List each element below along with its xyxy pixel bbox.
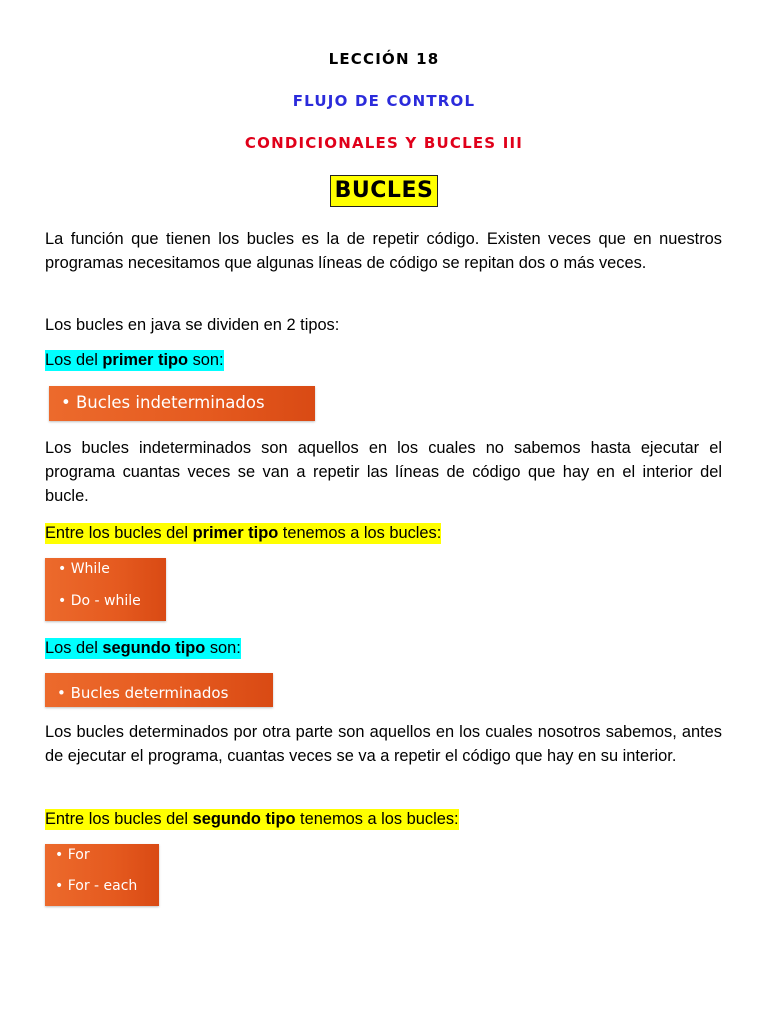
first-type-loops-box bbox=[45, 558, 166, 621]
second-type-list-bold: segundo tipo bbox=[192, 810, 296, 828]
second-type-heading-pre: Los del bbox=[45, 639, 103, 657]
second-type-list-pre: Entre los bucles del bbox=[45, 810, 193, 828]
lesson-title: LECCIÓN 18 bbox=[328, 50, 440, 68]
determinate-description: Los bucles determinados por otra parte son aquellos en los cuales nosotros sabemos, antes de ejecutar el programa, cuantas veces se va a repetir el código que hay en su interior. bbox=[45, 723, 722, 765]
second-type-list-heading bbox=[45, 807, 459, 831]
second-type-heading-post: son: bbox=[205, 639, 241, 657]
topic-badge-wrap bbox=[0, 175, 768, 207]
second-type-list-highlight bbox=[45, 809, 459, 830]
first-type-list-post: tenemos a los bucles: bbox=[278, 524, 442, 542]
determinate-loops-box bbox=[45, 673, 273, 707]
second-type-heading-bold: segundo tipo bbox=[102, 639, 206, 657]
second-type-list-post: tenemos a los bucles: bbox=[295, 810, 459, 828]
second-type-highlight bbox=[45, 638, 241, 659]
indeterminate-loops-label: • Bucles indeterminados bbox=[61, 393, 265, 412]
types-intro: Los bucles en java se dividen en 2 tipos: bbox=[45, 316, 340, 334]
first-type-list-heading bbox=[45, 521, 441, 545]
topic-badge: BUCLES bbox=[330, 175, 439, 207]
loop-item-while: • While bbox=[58, 561, 110, 577]
loop-item-for-each: • For - each bbox=[55, 878, 138, 894]
determinate-loops-label: • Bucles determinados bbox=[57, 684, 229, 702]
first-type-list-highlight bbox=[45, 523, 441, 544]
first-type-list-bold: primer tipo bbox=[192, 524, 279, 542]
first-type-heading-pre: Los del bbox=[45, 351, 103, 369]
indeterminate-loops-box bbox=[49, 386, 315, 421]
first-type-heading bbox=[45, 348, 224, 372]
first-type-heading-bold: primer tipo bbox=[102, 351, 189, 369]
loop-item-for: • For bbox=[55, 847, 90, 863]
second-type-heading bbox=[45, 636, 241, 660]
intro-paragraph: La función que tienen los bucles es la de repetir código. Existen veces que en nuestros programas necesitamos que algunas líneas de código se repitan dos o más veces. bbox=[45, 230, 722, 272]
section-title: FLUJO DE CONTROL bbox=[292, 92, 476, 110]
loop-item-do-while: • Do - while bbox=[58, 593, 141, 609]
first-type-heading-post: son: bbox=[188, 351, 224, 369]
subsection-title: CONDICIONALES Y BUCLES III bbox=[244, 134, 524, 152]
first-type-highlight bbox=[45, 350, 224, 371]
indeterminate-description: Los bucles indeterminados son aquellos en los cuales no sabemos hasta ejecutar el programa cuantas veces se van a repetir las líneas de código que hay en el interior del bucle. bbox=[45, 439, 722, 505]
second-type-loops-box bbox=[45, 844, 159, 906]
first-type-list-pre: Entre los bucles del bbox=[45, 524, 193, 542]
